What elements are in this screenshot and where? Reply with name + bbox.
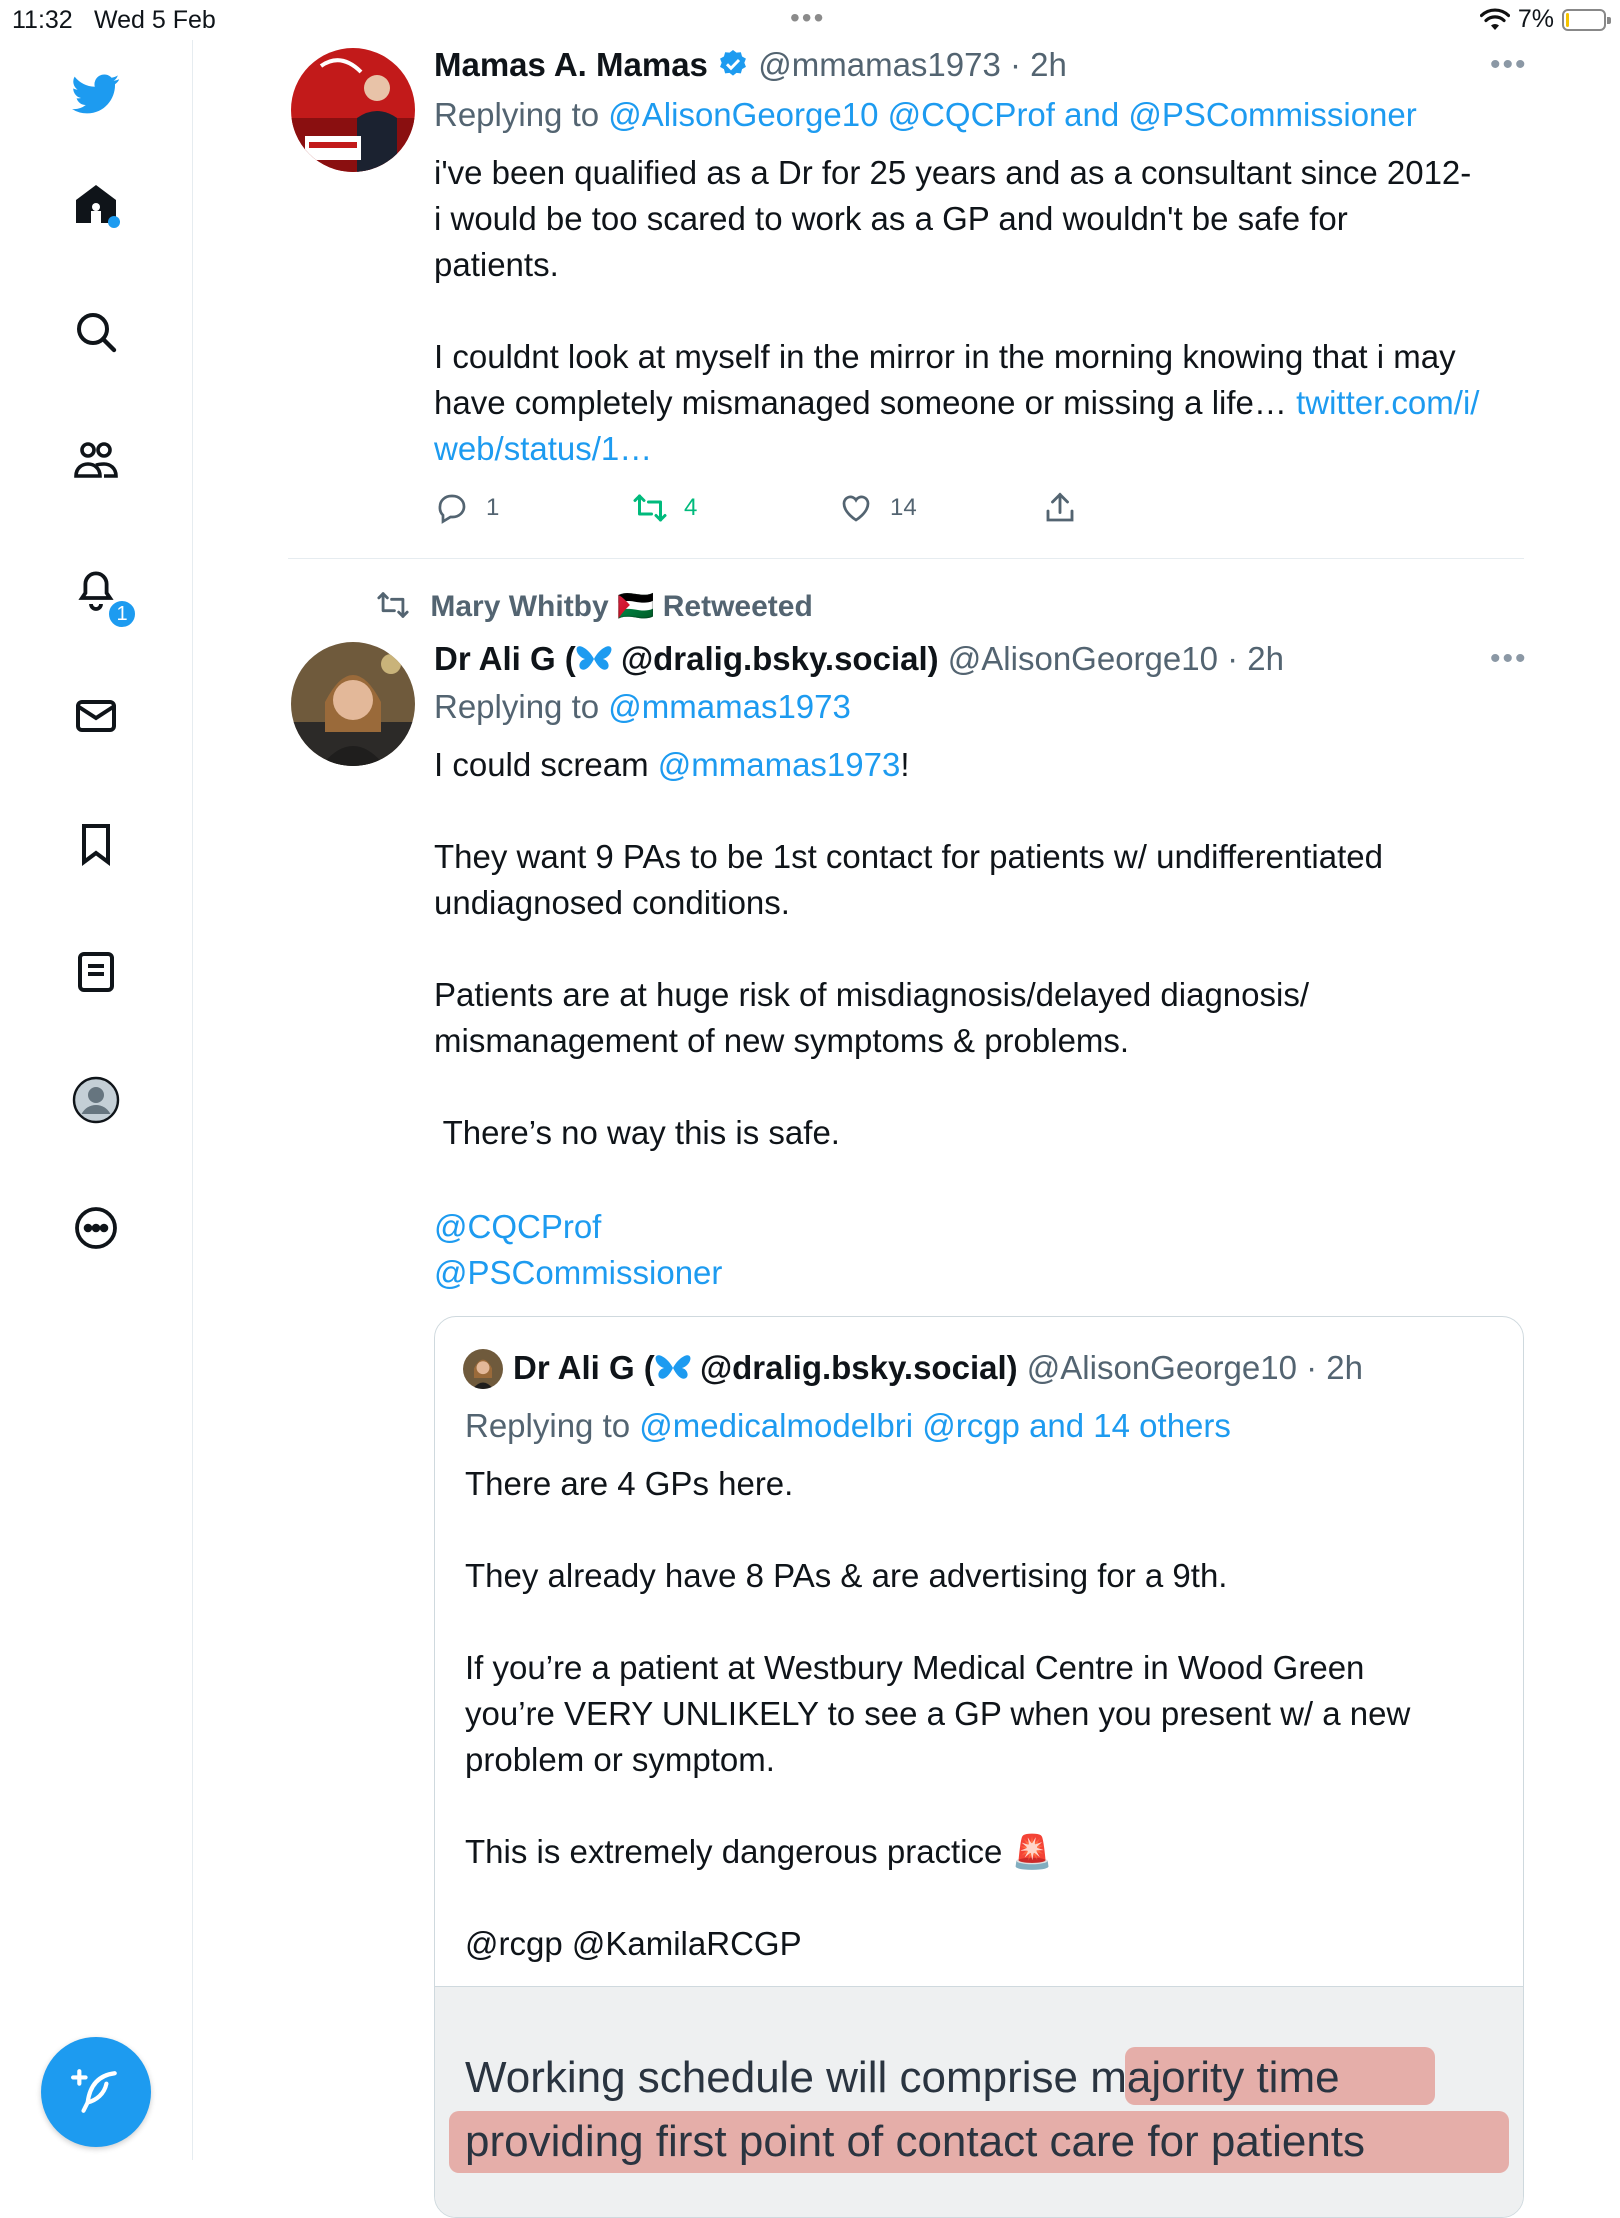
share-button[interactable] (1042, 490, 1078, 526)
quote-text-line: problem or symptom. (465, 1741, 775, 1778)
status-bar (0, 0, 1620, 40)
quote-text-line: @rcgp @KamilaRCGP (465, 1925, 802, 1962)
quote-avatar (463, 1349, 503, 1389)
quote-attached-image[interactable] (435, 1986, 1523, 2218)
tweet2-mention-cqcprof[interactable]: @CQCProf (434, 1208, 602, 1245)
tweet1-replying-to[interactable]: @AlisonGeorge10 @CQCProf and @PSCommissioner (608, 96, 1417, 133)
quote-replying-to[interactable]: @medicalmodelbri @rcgp and 14 others (639, 1407, 1231, 1444)
quote-time: · 2h (1306, 1349, 1363, 1386)
like-button[interactable] (838, 490, 917, 526)
lists-icon[interactable] (66, 942, 126, 1002)
battery-icon (1562, 9, 1606, 31)
quote-header (513, 1345, 1363, 1391)
tweet2-replying-to[interactable]: @mmamas1973 (608, 688, 851, 725)
profile-avatar-icon[interactable] (66, 1070, 126, 1130)
verified-badge-icon (717, 48, 749, 80)
tweet2-line1-post: ! (900, 746, 910, 783)
reply-button[interactable] (434, 490, 499, 526)
tweet1-replying (434, 92, 1417, 138)
tweet2-line1 (434, 742, 910, 788)
tweet1-time[interactable]: · 2h (1010, 46, 1067, 83)
avatar-mamas[interactable] (291, 48, 415, 172)
quote-name-prefix: Dr Ali G ( (513, 1349, 655, 1386)
quote-name-suffix: @dralig.bsky.social) (690, 1349, 1018, 1386)
reply-bubble-icon (434, 490, 470, 526)
status-right (1480, 5, 1606, 34)
reply-count: 1 (486, 494, 500, 521)
quote-replying (465, 1403, 1231, 1449)
tweet2-line1-mention[interactable]: @mmamas1973 (657, 746, 901, 783)
avatar-ali-g[interactable] (291, 642, 415, 766)
wifi-icon (1480, 8, 1510, 32)
tweet2-time[interactable]: · 2h (1227, 640, 1284, 677)
like-count: 14 (890, 494, 917, 521)
retweet-count: 4 (684, 494, 698, 521)
retweeted-label: Retweeted (662, 590, 813, 623)
tweet2-mention-pscommissioner[interactable]: @PSCommissioner (434, 1254, 723, 1291)
multitasking-dots[interactable]: ••• (790, 2, 826, 33)
feather-plus-icon (71, 2067, 121, 2117)
share-upload-icon (1042, 490, 1078, 526)
tweet1-link-part1[interactable]: twitter.com/i/ (1296, 384, 1480, 421)
tweet1-link-part2[interactable]: web/status/1… (434, 430, 653, 467)
tweet1-text-row (434, 380, 1479, 426)
tweet1-text-line: i've been qualified as a Dr for 25 years and as a consultant since 2012- (434, 154, 1472, 191)
butterfly-icon (576, 644, 612, 674)
tweet1-replying-prefix: Replying to (434, 96, 600, 133)
quote-handle: @AlisonGeorge10 (1026, 1349, 1297, 1386)
tweet1-text-line: i would be too scared to work as a GP and wouldn't be safe for (434, 200, 1348, 237)
tweet2-replying (434, 684, 851, 730)
retweet-button[interactable] (632, 490, 697, 526)
more-options-icon[interactable] (66, 1198, 126, 1258)
quoted-tweet-card[interactable] (434, 1316, 1524, 2218)
tweet2-text-line: There’s no way this is safe. (434, 1114, 840, 1151)
messages-mail-icon[interactable] (66, 686, 126, 746)
quote-text-line: There are 4 GPs here. (465, 1465, 794, 1502)
tweet2-header (434, 636, 1284, 682)
retweet-small-icon (374, 588, 412, 622)
retweeted-by-user[interactable]: Mary Whitby 🇵🇸 (430, 590, 655, 623)
tweet-divider (288, 558, 1524, 559)
tweet2-text-line: Patients are at huge risk of misdiagnosis/delayed diagnosis/ (434, 976, 1309, 1013)
image-text-line: Working schedule will comprise majority time (465, 2053, 1340, 2102)
tweet2-name-suffix: @dralig.bsky.social) (611, 640, 939, 677)
tweet2-line1-pre: I could scream (434, 746, 658, 783)
tweet1-text-line: patients. (434, 246, 559, 283)
retweeted-banner (374, 584, 813, 630)
butterfly-icon (655, 1353, 691, 1383)
tweet1-text-line: I couldnt look at myself in the mirror in the morning knowing that i may (434, 338, 1456, 375)
bookmarks-icon[interactable] (66, 814, 126, 874)
quote-text-line: They already have 8 PAs & are advertising for a 9th. (465, 1557, 1228, 1594)
tweet2-more-icon[interactable]: ••• (1490, 642, 1528, 675)
tweet2-text-line: mismanagement of new symptoms & problems. (434, 1022, 1130, 1059)
tweet2-text-line: They want 9 PAs to be 1st contact for patients w/ undifferentiated (434, 838, 1383, 875)
tweet1-author-name[interactable]: Mamas A. Mamas (434, 46, 708, 83)
tweet1-header (434, 42, 1067, 88)
compose-tweet-button[interactable] (41, 2037, 151, 2147)
heart-icon (838, 490, 874, 526)
battery-percent: 7% (1517, 5, 1554, 33)
tweet2-text-line: undiagnosed conditions. (434, 884, 790, 921)
tweet2-replying-prefix: Replying to (434, 688, 600, 725)
home-new-dot (108, 216, 120, 228)
status-time: 11:32 (12, 6, 73, 34)
battery-fill (1566, 13, 1569, 27)
notifications-badge: 1 (106, 598, 138, 630)
quote-author-name (513, 1349, 1018, 1386)
communities-icon[interactable] (66, 430, 126, 490)
status-date: Wed 5 Feb (94, 6, 216, 34)
tweet1-handle[interactable]: @mmamas1973 (758, 46, 1001, 83)
search-icon[interactable] (66, 302, 126, 362)
retweet-icon (632, 490, 668, 526)
tweet1-more-icon[interactable]: ••• (1490, 48, 1528, 81)
quote-replying-prefix: Replying to (465, 1407, 631, 1444)
twitter-logo-icon[interactable] (66, 64, 126, 124)
tweet2-handle[interactable]: @AlisonGeorge10 (947, 640, 1218, 677)
quote-text-line: If you’re a patient at Westbury Medical Centre in Wood Green (465, 1649, 1365, 1686)
image-text-line: providing first point of contact care for patients (465, 2117, 1366, 2166)
quote-text-line: you’re VERY UNLIKELY to see a GP when you present w/ a new (465, 1695, 1411, 1732)
sidebar-nav (0, 40, 193, 2160)
quote-text-line: This is extremely dangerous practice 🚨 (465, 1833, 1053, 1870)
tweet2-name-prefix: Dr Ali G ( (434, 640, 576, 677)
tweet2-author-name[interactable] (434, 640, 939, 677)
tweet1-text-line: have completely mismanaged someone or missing a life… (434, 384, 1287, 421)
